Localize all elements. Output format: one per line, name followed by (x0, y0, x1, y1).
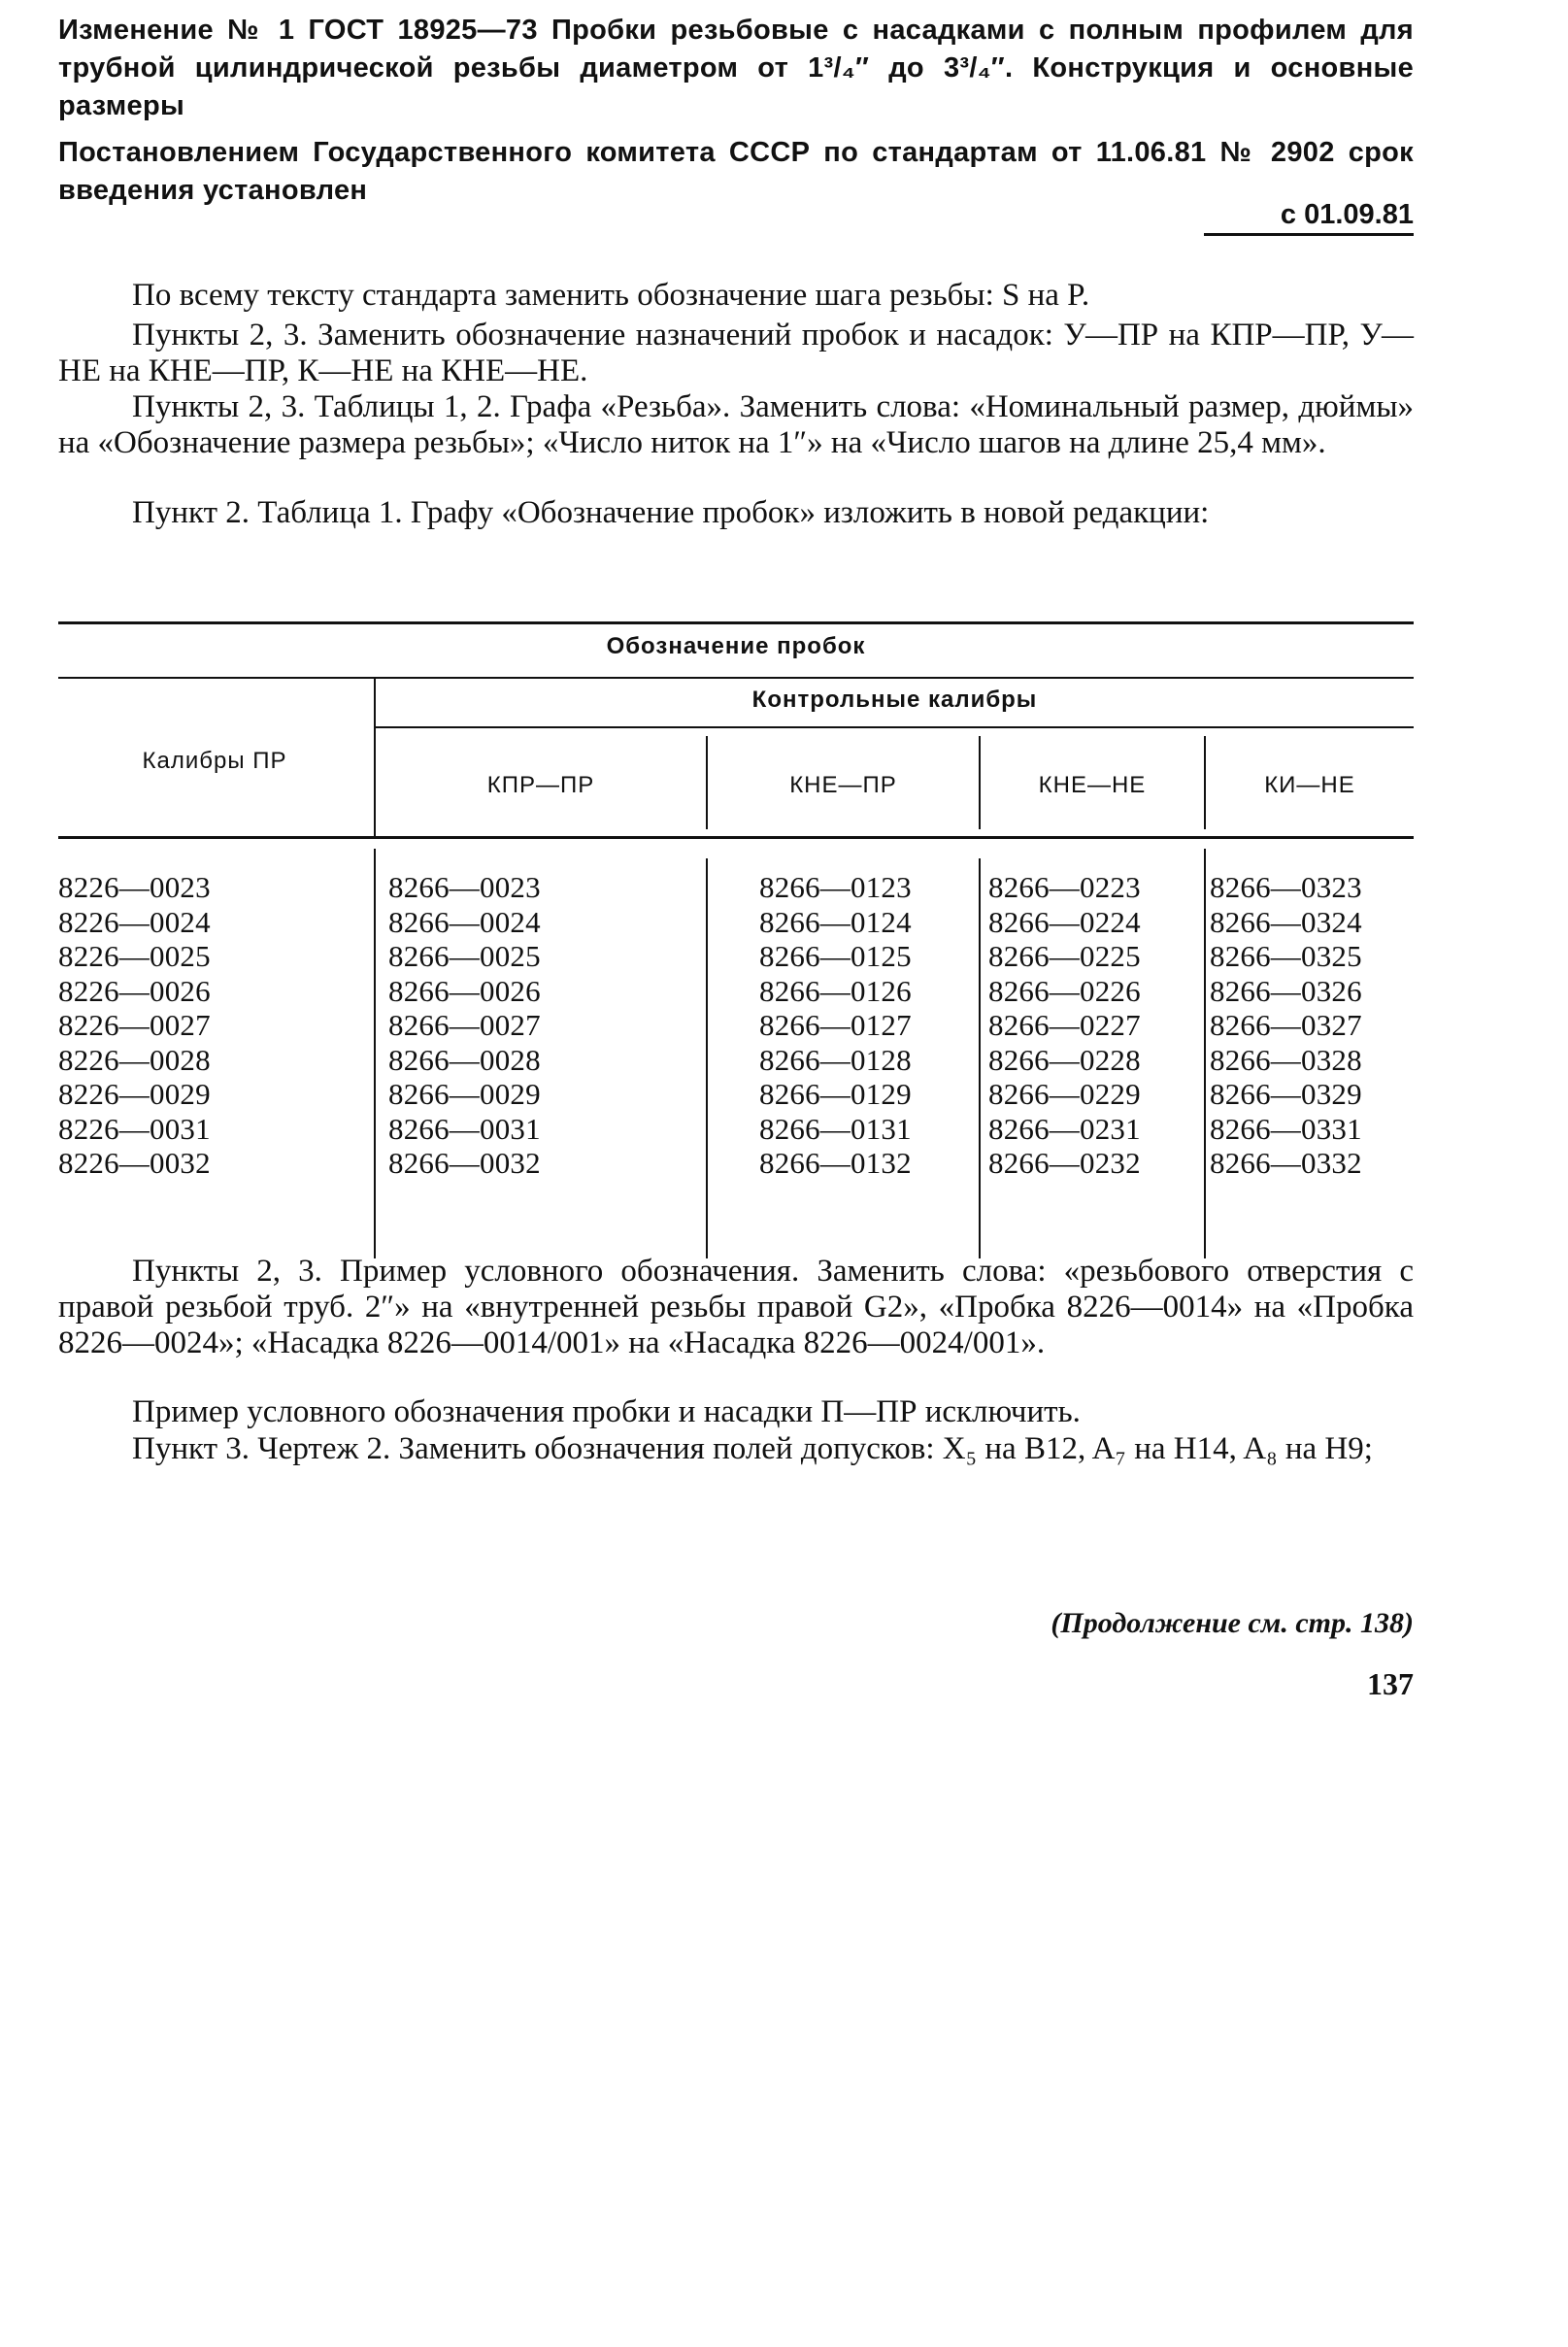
caption-rule (58, 677, 1414, 679)
table-cell: 8266—0323 (1210, 870, 1362, 904)
continued-note: (Продолжение см. стр. 138) (1051, 1607, 1414, 1639)
decree-text: Постановлением Государственного комитета СССР по стандартам от 11.06.81 № 2902 срок введения установлен (58, 137, 1414, 206)
table-cell: 8266—0131 (759, 1111, 912, 1146)
column-kpr-pr (388, 870, 541, 1181)
table-cell: 8266—0132 (759, 1146, 912, 1180)
table-cell: 8266—0224 (988, 904, 1141, 939)
table-cell: 8266—0228 (988, 1042, 1141, 1077)
table-cell: 8266—0324 (1210, 904, 1362, 939)
table-cell: 8266—0231 (988, 1111, 1141, 1146)
table-cell: 8266—0229 (988, 1077, 1141, 1111)
table-cell: 8266—0332 (1210, 1146, 1362, 1180)
table-cell: 8266—0227 (988, 1008, 1141, 1042)
amendment-title: Изменение № 1 ГОСТ 18925—73 Пробки резьбовые с насадками с полным профилем для трубной цилиндрической резьбы диаметром от 1³/₄″ до 3³/₄″. Конструкция и основные размеры (58, 15, 1414, 121)
body-divider-2 (706, 858, 708, 1258)
table-cell: 8266—0327 (1210, 1008, 1362, 1042)
table-cell: 8266—0225 (988, 939, 1141, 973)
table-cell: 8226—0026 (58, 973, 211, 1008)
table-cell: 8266—0223 (988, 870, 1141, 904)
table-cell: 8266—0123 (759, 870, 912, 904)
table-cell: 8266—0129 (759, 1077, 912, 1111)
page-number: 137 (1367, 1666, 1414, 1701)
table-cell: 8266—0128 (759, 1042, 912, 1077)
subheader-kpr-pr: КПР—ПР (486, 772, 595, 798)
paragraph-tolerance-fields: Пункт 3. Чертеж 2. Заменить обозначения полей допусков: X₅ на B12, A₇ на H14, A₈ на H9; (132, 1431, 1373, 1466)
table-cell: 8266—0025 (388, 939, 541, 973)
body-divider-4 (1204, 849, 1206, 1258)
table-cell: 8266—0125 (759, 939, 912, 973)
table-cell: 8266—0031 (388, 1111, 541, 1146)
table-cell: 8266—0026 (388, 973, 541, 1008)
column-ki-ne (1210, 870, 1362, 1181)
table-cell: 8226—0031 (58, 1111, 211, 1146)
paragraph-example-designation: Пункты 2, 3. Пример условного обозначения. Заменить слова: «резьбового отверстия с правой резьбой труб. 2″» на «внутренней резьбы правой G2», «Пробка 8226—0014» на «Пробка 8226—0024»; «Насадка 8226—0014/001» на «Насадка 8226—0024/001». (58, 1254, 1414, 1360)
table-cell: 8226—0027 (58, 1008, 211, 1042)
paragraph-step-notation: По всему тексту стандарта заменить обозначение шага резьбы: S на P. (132, 278, 1090, 313)
subheader-kne-ne: КНЕ—НЕ (1038, 772, 1147, 798)
table-cell: 8226—0024 (58, 904, 211, 939)
table-cell: 8226—0029 (58, 1077, 211, 1111)
column-pr-gauges (58, 870, 211, 1181)
column-kne-pr (759, 870, 912, 1181)
body-divider-3 (979, 858, 981, 1258)
table-cell: 8266—0024 (388, 904, 541, 939)
table-cell: 8266—0023 (388, 870, 541, 904)
column-kne-ne (988, 870, 1141, 1181)
subheader-ki-ne: КИ—НЕ (1264, 772, 1355, 798)
table-top-rule (58, 621, 1414, 624)
table-cell: 8266—0328 (1210, 1042, 1362, 1077)
paragraph-thread-column: Пункты 2, 3. Таблицы 1, 2. Графа «Резьба». Заменить слова: «Номинальный размер, дюймы» на «Обозначение размера резьбы»; «Число ниток на 1″» на «Число шагов на длине 25,4 мм». (58, 389, 1414, 460)
table-cell: 8266—0029 (388, 1077, 541, 1111)
header-bottom-rule (58, 836, 1414, 839)
table-cell: 8226—0023 (58, 870, 211, 904)
table-cell: 8266—0329 (1210, 1077, 1362, 1111)
table-cell: 8266—0027 (388, 1008, 541, 1042)
table-cell: 8226—0025 (58, 939, 211, 973)
table-cell: 8266—0032 (388, 1146, 541, 1180)
table-cell: 8266—0126 (759, 973, 912, 1008)
control-gauges-header: Контрольные калибры (751, 687, 1038, 713)
control-header-rule (376, 726, 1414, 728)
body-divider-1 (374, 849, 376, 1258)
paragraph-table-intro: Пункт 2. Таблица 1. Графу «Обозначение пробок» изложить в новой редакции: (132, 495, 1210, 530)
table-cell: 8226—0028 (58, 1042, 211, 1077)
paragraph-designation-change: Пункты 2, 3. Заменить обозначение назначений пробок и насадок: У—ПР на КПР—ПР, У—НЕ на КНЕ—ПР, К—НЕ на КНЕ—НЕ. (58, 318, 1414, 388)
table-cell: 8266—0226 (988, 973, 1141, 1008)
table-cell: 8266—0331 (1210, 1111, 1362, 1146)
table-cell: 8266—0326 (1210, 973, 1362, 1008)
table-cell: 8266—0127 (759, 1008, 912, 1042)
table-cell: 8266—0232 (988, 1146, 1141, 1180)
subheader-kne-pr: КНЕ—ПР (789, 772, 897, 798)
table-cell: 8266—0325 (1210, 939, 1362, 973)
table-caption: Обозначение пробок (606, 633, 866, 659)
table-cell: 8226—0032 (58, 1146, 211, 1180)
paragraph-example-removed: Пример условного обозначения пробки и насадки П—ПР исключить. (132, 1394, 1081, 1429)
table-cell: 8266—0028 (388, 1042, 541, 1077)
effective-date: с 01.09.81 (1204, 199, 1414, 236)
table-cell: 8266—0124 (759, 904, 912, 939)
gauges-header: Калибры ПР (142, 748, 287, 774)
